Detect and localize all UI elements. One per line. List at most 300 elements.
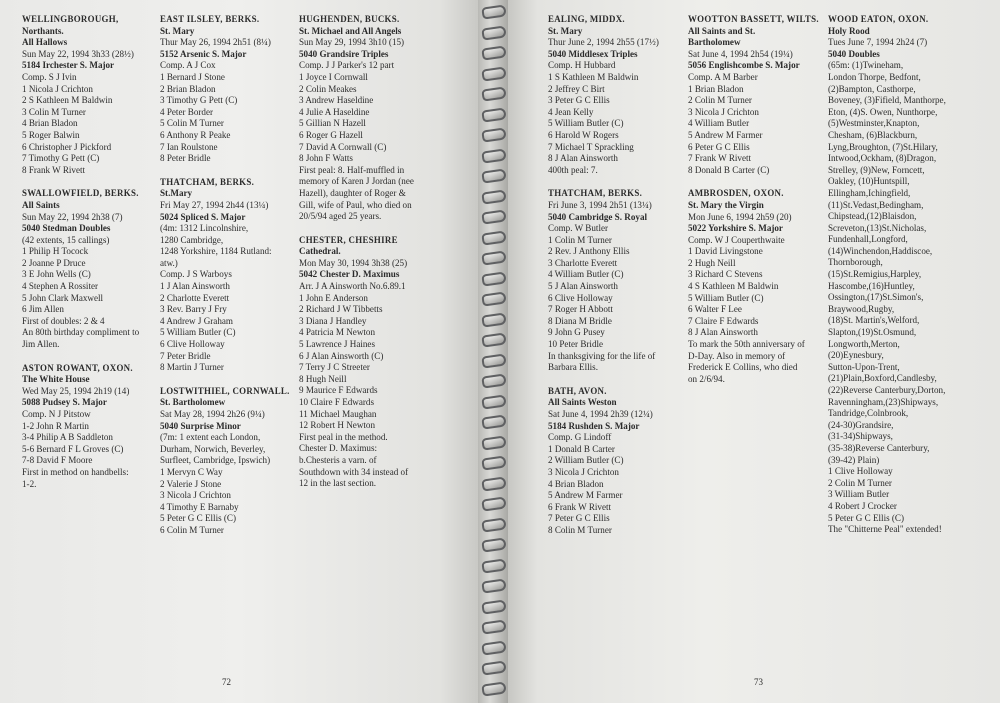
- peal-line: 4 S Kathleen M Baldwin: [688, 281, 779, 292]
- peal-date: Sun May 22, 1994 3h33 (28½): [22, 48, 134, 59]
- peal-tower: THATCHAM, BERKS.: [548, 188, 643, 199]
- peal-line: 6 Frank W Rivett: [548, 501, 612, 512]
- peal-line: 2 Jeffrey C Birt: [548, 83, 605, 94]
- peal-line: 7-8 David F Moore: [22, 455, 93, 466]
- peal-line: 3 Colin M Turner: [22, 106, 86, 117]
- peal-dedication: All Saints: [22, 199, 60, 210]
- peal-line: 1280 Cambridge,: [160, 234, 224, 245]
- peal-entry: [22, 188, 158, 350]
- peal-entry: [160, 386, 298, 537]
- peal-line: Barbara Ellis.: [548, 362, 598, 373]
- peal-line: (22)Reverse Canterbury,Dorton,: [828, 385, 946, 395]
- peal-line: 2 Colin M Turner: [688, 95, 752, 106]
- peal-line: (42 extents, 15 callings): [22, 234, 110, 245]
- peal-line: First peal: 8. Half-muffled in: [299, 164, 405, 175]
- peal-line: 10 Claire F Edwards: [299, 397, 375, 407]
- peal-line: 2 Joanne P Druce: [22, 257, 86, 268]
- peal-tower: EAST ILSLEY, BERKS.: [160, 14, 260, 24]
- peal-line: Sutton-Upon-Trent,: [828, 361, 900, 372]
- binding-coil: [481, 681, 506, 696]
- binding-coil: [481, 86, 506, 101]
- binding-coil: [481, 271, 506, 286]
- peal-line: 3 William Butler: [828, 489, 890, 500]
- peal-line: (2)Bampton, Casthorpe,: [828, 83, 916, 94]
- peal-line: (7m: 1 extent each London,: [160, 432, 261, 443]
- binding-coil: [481, 332, 506, 347]
- binding-coil: [481, 291, 506, 306]
- peal-method: 5040 Surprise Minor: [160, 420, 241, 431]
- peal-entry: [548, 386, 686, 537]
- peal-line: 8 Peter Bridle: [160, 153, 211, 164]
- peal-line: (65m: (1)Twineham,: [828, 60, 904, 71]
- peal-line: 4 Peter Border: [160, 106, 214, 117]
- peal-date: Wed May 25, 1994 2h19 (14): [22, 385, 130, 396]
- binding-coil: [481, 66, 506, 81]
- peal-dedication: St. Mary: [548, 25, 583, 36]
- peal-line: Longworth,Merton,: [828, 338, 900, 349]
- peal-line: 7 Frank W Rivett: [688, 153, 752, 164]
- peal-line: D-Day. Also in memory of: [688, 350, 786, 361]
- peal-line: Gill, wife of Paul, who died on: [299, 199, 412, 210]
- peal-line: atw.): [160, 257, 178, 268]
- peal-line: 5 Colin M Turner: [160, 118, 224, 129]
- peal-line: Comp. H Hubbard: [548, 60, 616, 71]
- peal-line: 7 Claire F Edwards: [688, 315, 759, 326]
- peal-line: 6 Anthony R Peake: [160, 129, 231, 140]
- peal-line: 4 Andrew J Graham: [160, 315, 233, 326]
- left-column-3: [299, 14, 459, 502]
- peal-line: 3-4 Philip A B Saddleton: [22, 432, 113, 443]
- peal-line: 2 William Butler (C): [548, 455, 624, 466]
- peal-dedication: The White House: [22, 374, 90, 385]
- peal-line: Slapton,(19)St.Osmund,: [828, 327, 917, 338]
- peal-line: 1-2.: [22, 478, 37, 489]
- peal-date: Fri May 27, 1994 2h44 (13¼): [160, 199, 269, 210]
- peal-line: 6 Christopher J Pickford: [22, 141, 112, 152]
- peal-line: 7 Roger H Abbott: [548, 304, 613, 315]
- peal-line: (15)St.Remigius,Harpley,: [828, 269, 922, 280]
- peal-line: Arr. J A Ainsworth No.6.89.1: [299, 281, 406, 292]
- left-column-1: [22, 14, 158, 502]
- peal-line: Comp. N J Pitstow: [22, 409, 91, 419]
- peal-line: 1 Bernard J Stone: [160, 71, 225, 82]
- peal-line: 2 Richard J W Tibbetts: [299, 304, 383, 315]
- peal-method: 5024 Spliced S. Major: [160, 211, 246, 222]
- peal-tower: ASTON ROWANT, OXON.: [22, 362, 133, 373]
- peal-line: 4 Stephen A Rossiter: [22, 281, 99, 292]
- peal-line: Frederick E Collins, who died: [688, 362, 798, 373]
- peal-line: Strelley, (9)New, Forncett,: [828, 164, 925, 175]
- peal-method: 5056 Englishcombe S. Major: [688, 60, 800, 71]
- binding-coil: [481, 455, 506, 470]
- peal-line: Oakley, (10)Huntspill,: [828, 176, 910, 187]
- binding-coil: [481, 168, 506, 183]
- peal-line: First in method on handbells:: [22, 466, 129, 477]
- peal-method: 5184 Rushden S. Major: [548, 420, 640, 431]
- peal-line: Lyng,Broughton, (7)St.Hilary,: [828, 141, 938, 152]
- peal-dedication: All Hallows: [22, 37, 68, 48]
- peal-line: 2 S Kathleen M Baldwin: [22, 95, 113, 106]
- peal-line: Comp. W Butler: [548, 223, 609, 234]
- peal-entry: [160, 177, 298, 374]
- peal-line: First of doubles: 2 & 4: [22, 315, 105, 326]
- peal-method: 5040 Cambridge S. Royal: [548, 211, 648, 222]
- peal-dedication: St. Michael and All Angels: [299, 25, 402, 36]
- peal-line: Hascombe,(16)Huntley,: [828, 280, 915, 291]
- peal-tower: WELLINGBOROUGH,: [22, 14, 119, 24]
- peal-line: 3 Peter G C Ellis: [548, 95, 610, 106]
- peal-line: 5 Peter G C Ellis (C): [160, 513, 237, 524]
- peal-dedication: St.Mary: [160, 188, 193, 199]
- peal-dedication: Holy Rood: [828, 25, 870, 36]
- peal-line: 6 Colin M Turner: [160, 524, 224, 535]
- peal-method: 5184 Irchester S. Major: [22, 60, 115, 71]
- binding-coil: [481, 189, 506, 204]
- page-number-left: 72: [222, 677, 231, 687]
- peal-date: Sat June 4, 1994 2h54 (19¼): [688, 48, 793, 59]
- peal-entry: [828, 14, 993, 536]
- peal-tower: THATCHAM, BERKS.: [160, 176, 255, 187]
- peal-tower: WOOD EATON, OXON.: [828, 14, 929, 24]
- binding-coil: [481, 127, 506, 142]
- peal-line: 8 Hugh Neill: [299, 373, 347, 384]
- peal-line: Jim Allen.: [22, 339, 60, 350]
- binding-coil: [481, 578, 506, 593]
- peal-line: (18)St. Martin's,Welford,: [828, 315, 920, 326]
- right-column-1: [548, 14, 686, 549]
- peal-line: Chipstead,(12)Blaisdon,: [828, 211, 917, 222]
- peal-line: The "Chitterne Peal" extended!: [828, 524, 942, 535]
- peal-line: Braywood,Rugby,: [828, 303, 895, 314]
- peal-line: Intwood,Ockham, (8)Dragon,: [828, 153, 937, 164]
- peal-line: Comp. G Lindoff: [548, 432, 612, 443]
- peal-tower: HUGHENDEN, BUCKS.: [299, 14, 400, 24]
- binding-coil: [481, 25, 506, 40]
- peal-dedication: St. Mary the Virgin: [688, 199, 764, 210]
- peal-line: 4 Patricia M Newton: [299, 327, 376, 338]
- peal-entry: [22, 14, 158, 176]
- peal-line: 400th peal: 7.: [548, 164, 598, 175]
- peal-line: 6 Clive Holloway: [160, 339, 225, 350]
- peal-line: London Thorpe, Bedfont,: [828, 71, 921, 82]
- peal-tower: LOSTWITHIEL, CORNWALL.: [160, 385, 290, 396]
- peal-line: 5 Andrew M Farmer: [548, 490, 623, 501]
- left-column-2: [160, 14, 298, 549]
- peal-line: 3 Nicola J Crichton: [160, 490, 231, 501]
- peal-dedication: St. Mary: [160, 25, 195, 36]
- peal-tower: CHESTER, CHESHIRE: [299, 234, 398, 245]
- peal-line: 3 Rev. Barry J Fry: [160, 304, 227, 315]
- peal-entry: [548, 14, 686, 176]
- peal-line: 20/5/94 aged 25 years.: [299, 211, 382, 222]
- peal-entry: [299, 14, 459, 223]
- peal-line: 8 J Alan Ainsworth: [548, 153, 618, 164]
- peal-dedication: St. Bartholomew: [160, 397, 226, 408]
- peal-line: Comp. W J Couperthwaite: [688, 234, 785, 245]
- peal-line: 1 J Alan Ainsworth: [160, 281, 230, 292]
- binding-coil: [481, 558, 506, 573]
- peal-line: 2 Brian Bladon: [160, 83, 216, 94]
- peal-line: Tandridge,Colnbrook,: [828, 408, 909, 419]
- peal-line: 5 Andrew M Farmer: [688, 129, 763, 140]
- peal-line: 3 Charlotte Everett: [548, 257, 618, 268]
- binding-coil: [481, 394, 506, 409]
- peal-dedication: All Saints and St.: [688, 25, 756, 36]
- peal-date: Sat May 28, 1994 2h26 (9¼): [160, 409, 265, 419]
- binding-coil: [481, 414, 506, 429]
- peal-line: 6 Walter F Lee: [688, 304, 742, 315]
- peal-line: Thornborough,: [828, 257, 883, 268]
- peal-line: 1 Brian Bladon: [688, 83, 744, 94]
- peal-line: 3 E John Wells (C): [22, 269, 91, 280]
- peal-date: Fri June 3, 1994 2h51 (13¼): [548, 199, 652, 210]
- peal-line: 1 S Kathleen M Baldwin: [548, 71, 639, 82]
- peal-tower: SWALLOWFIELD, BERKS.: [22, 188, 139, 199]
- peal-line: (4m: 1312 Lincolnshire,: [160, 223, 249, 234]
- peal-line: 6 Clive Holloway: [548, 292, 613, 303]
- peal-line: 4 Jean Kelly: [548, 106, 594, 117]
- peal-line: 5 J Alan Ainsworth: [548, 281, 618, 292]
- peal-line: 5 William Butler (C): [688, 292, 764, 303]
- peal-line: 9 John G Pusey: [548, 327, 605, 338]
- peal-tower: AMBROSDEN, OXON.: [688, 188, 784, 199]
- peal-line: 1-2 John R Martin: [22, 420, 89, 431]
- peal-line: 7 David A Cornwall (C): [299, 141, 387, 152]
- peal-line: (35-38)Reverse Canterbury,: [828, 442, 930, 453]
- right-column-3: [828, 14, 993, 548]
- peal-line: (21)Plain,Boxford,Candlesby,: [828, 373, 937, 384]
- peal-line: 7 Peter G C Ellis: [548, 513, 610, 524]
- peal-line: 4 William Butler (C): [548, 269, 624, 280]
- peal-line: Hazell), daughter of Roger &: [299, 187, 406, 198]
- peal-date: Mon June 6, 1994 2h59 (20): [688, 211, 792, 222]
- peal-line: 8 Diana M Bridle: [548, 315, 612, 326]
- peal-method: 5040 Grandsire Triples: [299, 48, 389, 59]
- peal-line: Comp. J S Warboys: [160, 269, 232, 280]
- peal-line: (31-34)Shipways,: [828, 431, 893, 442]
- peal-dedication: Bartholomew: [688, 37, 741, 48]
- binding-coil: [481, 209, 506, 224]
- peal-line: (24-30)Grandsire,: [828, 419, 894, 430]
- peal-method: 5022 Yorkshire S. Major: [688, 223, 783, 234]
- peal-line: Chesham, (6)Blackburn,: [828, 129, 918, 140]
- peal-line: 1 Colin M Turner: [548, 234, 612, 245]
- peal-line: 1 David Livingstone: [688, 246, 763, 257]
- peal-line: 4 William Butler: [688, 118, 750, 129]
- peal-line: Ravenningham,(23)Shipways,: [828, 396, 939, 407]
- peal-line: (5)Westminster,Knapton,: [828, 118, 920, 129]
- peal-line: Comp. J J Parker's 12 part: [299, 60, 395, 71]
- peal-line: 2 Valerie J Stone: [160, 478, 222, 489]
- peal-line: Ossington,(17)St.Simon's,: [828, 292, 924, 303]
- binding-coil: [481, 353, 506, 368]
- peal-line: 8 Martin J Turner: [160, 362, 224, 373]
- peal-line: (11)St.Vedast,Bedingham,: [828, 199, 924, 210]
- peal-line: 2 Colin Meakes: [299, 83, 357, 94]
- peal-line: Southdown with 34 instead of: [299, 466, 409, 477]
- peal-line: Durham, Norwich, Beverley,: [160, 443, 266, 454]
- peal-line: 4 Brian Bladon: [22, 118, 78, 129]
- peal-line: 7 Terry J C Streeter: [299, 362, 370, 373]
- peal-entry: [548, 188, 686, 374]
- peal-dedication: Cathedral.: [299, 246, 341, 257]
- peal-line: 3 Diana J Handley: [299, 315, 367, 326]
- peal-line: 4 Julie A Haseldine: [299, 106, 370, 117]
- peal-line: Screveton,(13)St.Nicholas,: [828, 222, 927, 233]
- peal-method: 5040 Stedman Doubles: [22, 223, 111, 234]
- binding-coil: [481, 107, 506, 122]
- peal-line: (14)Winchendon,Haddiscoe,: [828, 245, 933, 256]
- peal-entry: [688, 14, 824, 176]
- binding-coil: [481, 640, 506, 655]
- peal-entry: [299, 235, 459, 490]
- peal-date: Sun May 22, 1994 2h38 (7): [22, 211, 123, 222]
- binding-coil: [481, 517, 506, 532]
- peal-tower: WOOTTON BASSETT, WILTS.: [688, 14, 819, 24]
- peal-line: 1 Joyce I Cornwall: [299, 71, 368, 82]
- binding-coil: [481, 312, 506, 327]
- peal-line: 8 J Alan Ainsworth: [688, 327, 758, 338]
- peal-line: 10 Peter Bridle: [548, 339, 604, 350]
- peal-line: 2 Charlotte Everett: [160, 292, 230, 303]
- spiral-binding: [478, 0, 508, 703]
- peal-tower: BATH, AVON.: [548, 385, 607, 396]
- peal-line: 5 Lawrence J Haines: [299, 339, 376, 350]
- peal-line: (20)Eynesbury,: [828, 350, 884, 361]
- peal-line: In thanksgiving for the life of: [548, 350, 656, 361]
- peal-method: 5042 Chester D. Maximus: [299, 269, 400, 280]
- peal-line: 8 Colin M Turner: [548, 524, 612, 535]
- peal-line: 1 John E Anderson: [299, 292, 368, 303]
- peal-line: 2 Colin M Turner: [828, 477, 892, 488]
- peal-line: 3 Timothy G Pett (C): [160, 95, 238, 106]
- peal-date: Thur May 26, 1994 2h51 (8¼): [160, 37, 271, 48]
- peal-line: 5 Roger Balwin: [22, 129, 80, 140]
- peal-line: 3 Richard C Stevens: [688, 269, 763, 280]
- peal-line: First peal in the method.: [299, 431, 388, 442]
- peal-line: 5-6 Bernard F L Groves (C): [22, 443, 124, 454]
- peal-dedication: Northants.: [22, 25, 64, 36]
- right-column-2: [688, 14, 824, 397]
- peal-line: b.Chesteris a varn. of: [299, 454, 377, 465]
- peal-line: 1248 Yorkshire, 1184 Rutland:: [160, 246, 272, 257]
- peal-line: 6 Jim Allen: [22, 304, 64, 315]
- peal-line: 1 Nicola J Crichton: [22, 83, 93, 94]
- peal-line: Ellingham,Ichingfield,: [828, 187, 911, 198]
- peal-line: 2 Rev. J Anthony Ellis: [548, 246, 630, 257]
- peal-line: 7 Michael T Sprackling: [548, 141, 634, 152]
- binding-coil: [481, 537, 506, 552]
- peal-line: 6 Roger G Hazell: [299, 129, 363, 140]
- peal-dedication: All Saints Weston: [548, 397, 617, 408]
- binding-coil: [481, 660, 506, 675]
- peal-line: 5 Gillian N Hazell: [299, 118, 366, 129]
- peal-entry: [22, 363, 158, 491]
- peal-entry: [160, 14, 298, 165]
- binding-coil: [481, 45, 506, 60]
- peal-line: 8 John F Watts: [299, 153, 353, 164]
- binding-coil: [481, 599, 506, 614]
- peal-line: on 2/6/94.: [688, 373, 725, 384]
- peal-line: 3 Andrew Haseldine: [299, 95, 374, 106]
- binding-coil: [481, 496, 506, 511]
- peal-method: 5040 Doubles: [828, 48, 880, 59]
- peal-line: 5 William Butler (C): [548, 118, 624, 129]
- peal-line: 4 Robert J Crocker: [828, 500, 897, 511]
- binding-coil: [481, 619, 506, 634]
- binding-coil: [481, 4, 506, 19]
- peal-line: Comp. A M Barber: [688, 71, 758, 82]
- peal-line: 2 Hugh Neill: [688, 257, 736, 268]
- peal-date: Thur June 2, 1994 2h55 (17½): [548, 37, 659, 48]
- peal-line: 6 Harold W Rogers: [548, 129, 619, 140]
- peal-line: 8 Donald B Carter (C): [688, 164, 770, 175]
- peal-line: An 80th birthday compliment to: [22, 327, 140, 338]
- binding-coil: [481, 250, 506, 265]
- peal-line: 7 Timothy G Pett (C): [22, 153, 100, 164]
- peal-entry: [688, 188, 824, 385]
- peal-line: 7 Ian Roulstone: [160, 141, 218, 152]
- binding-coil: [481, 435, 506, 450]
- peal-line: Chester D. Maximus:: [299, 443, 378, 454]
- peal-line: Boveney, (3)Fifield, Manthorpe,: [828, 95, 946, 106]
- peal-line: 6 J Alan Ainsworth (C): [299, 350, 384, 361]
- peal-line: 6 Peter G C Ellis: [688, 141, 750, 152]
- peal-line: Comp. A J Cox: [160, 60, 216, 71]
- peal-line: 5 John Clark Maxwell: [22, 292, 104, 303]
- peal-line: Fundenhall,Longford,: [828, 234, 908, 245]
- peal-date: Sun May 29, 1994 3h10 (15): [299, 37, 405, 48]
- peal-line: Surfleet, Cambridge, Ipswich): [160, 455, 271, 466]
- peal-line: 12 Robert H Newton: [299, 420, 376, 431]
- peal-line: 7 Peter Bridle: [160, 350, 211, 361]
- peal-line: Comp. S J Ivin: [22, 71, 77, 82]
- peal-method: 5040 Middlesex Triples: [548, 48, 638, 59]
- left-page: [0, 0, 478, 703]
- peal-line: Eton, (4)S. Owen, Nunthorpe,: [828, 106, 938, 117]
- peal-line: 1 Mervyn C Way: [160, 466, 223, 477]
- binding-coil: [481, 148, 506, 163]
- binding-coil: [481, 230, 506, 245]
- peal-date: Tues June 7, 1994 2h24 (7): [828, 37, 928, 48]
- peal-line: 5 Peter G C Ellis (C): [828, 512, 905, 523]
- peal-line: 4 Brian Bladon: [548, 478, 604, 489]
- binding-coil: [481, 373, 506, 388]
- peal-line: To mark the 50th anniversary of: [688, 339, 805, 350]
- peal-line: memory of Karen J Jordan (nee: [299, 176, 414, 187]
- right-page: [508, 0, 1000, 703]
- peal-tower: EALING, MIDDX.: [548, 14, 625, 24]
- peal-line: 12 in the last section.: [299, 478, 377, 489]
- peal-date: Mon May 30, 1994 3h38 (25): [299, 257, 408, 268]
- peal-line: 1 Clive Holloway: [828, 466, 893, 477]
- peal-line: 9 Maurice F Edwards: [299, 385, 378, 396]
- binding-coil: [481, 476, 506, 491]
- peal-method: 5088 Pudsey S. Major: [22, 397, 107, 408]
- peal-line: (39-42) Plain): [828, 454, 880, 465]
- peal-line: 8 Frank W Rivett: [22, 164, 86, 175]
- peal-line: 4 Timothy E Barnaby: [160, 501, 239, 512]
- peal-date: Sat June 4, 1994 2h39 (12¼): [548, 409, 653, 419]
- page-number-right: 73: [754, 677, 763, 687]
- peal-line: 1 Philip H Tocock: [22, 246, 89, 257]
- peal-line: 3 Nicola J Crichton: [548, 466, 619, 477]
- peal-line: 1 Donald B Carter: [548, 443, 615, 454]
- peal-line: 5 William Butler (C): [160, 327, 236, 338]
- peal-line: 11 Michael Maughan: [299, 408, 377, 419]
- peal-line: 3 Nicola J Crichton: [688, 106, 759, 117]
- peal-method: 5152 Arsenic S. Major: [160, 48, 247, 59]
